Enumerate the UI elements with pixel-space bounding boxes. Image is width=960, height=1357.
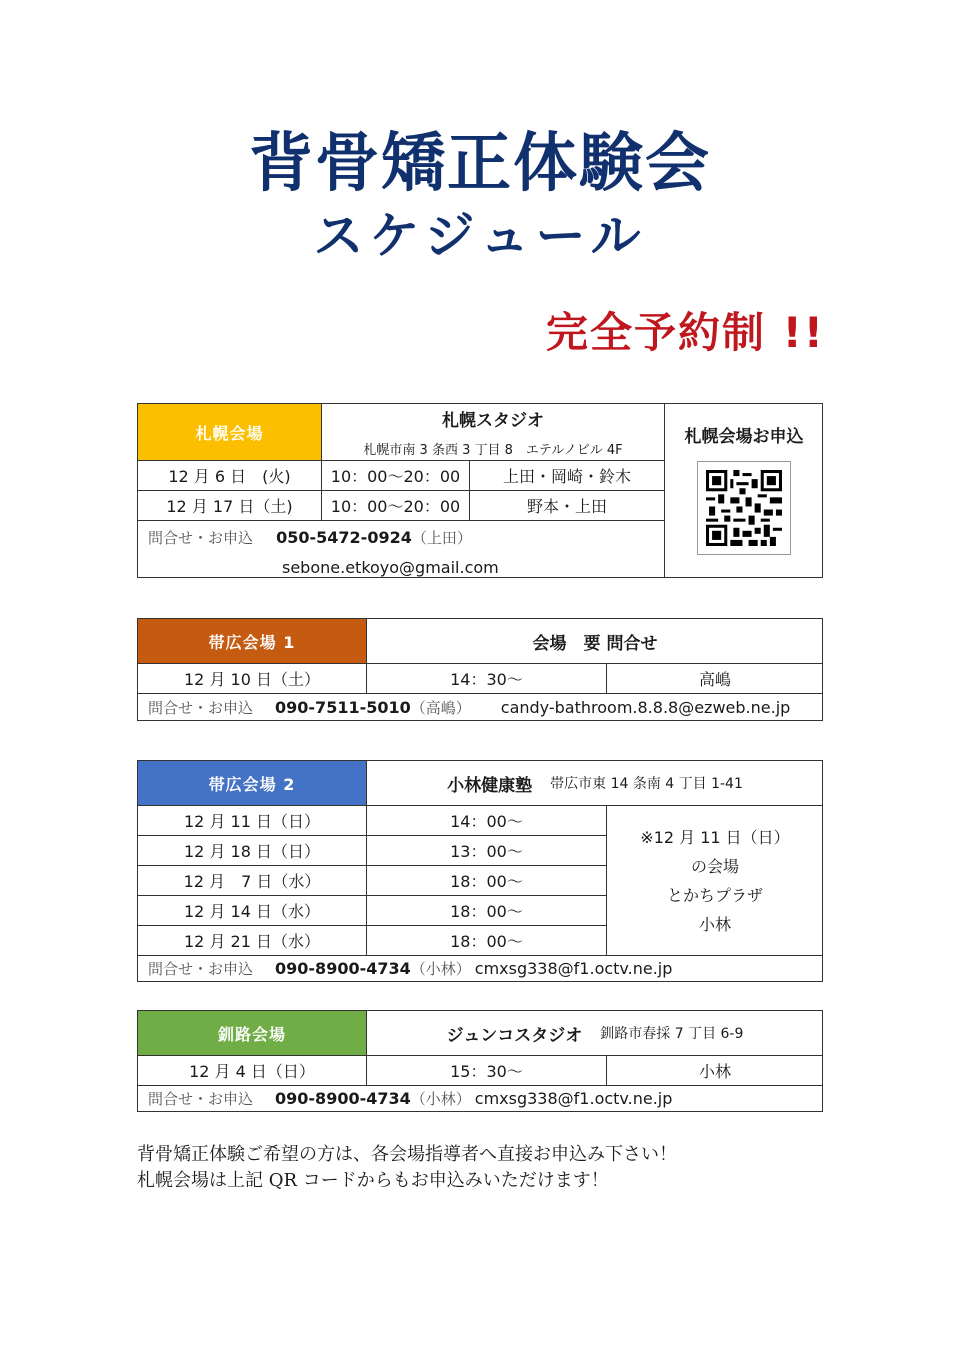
contact-phone[interactable]: 050-5472-0924	[276, 528, 412, 547]
venue-note	[606, 805, 823, 955]
contact-person: （高嶋）	[410, 698, 471, 717]
schedule-date: 12 月 21 日（水）	[138, 925, 366, 955]
place-address: 釧路市春採 7 丁目 6-9	[600, 1026, 744, 1042]
contact-row	[138, 955, 823, 981]
contact-phone[interactable]: 090-8900-4734	[275, 1089, 411, 1108]
note-line: ※12 月 11 日（日）	[640, 827, 790, 847]
place-name: 札幌スタジオ	[442, 411, 544, 431]
page-title: 背骨矯正体験会	[249, 127, 711, 201]
page-subtitle: スケジュール	[313, 207, 647, 265]
venue-name: 帯広会場 2	[138, 761, 366, 805]
schedule-date: 12 月 14 日（水）	[138, 895, 366, 925]
contact-email[interactable]: cmxsg338@f1.octv.ne.jp	[474, 959, 673, 978]
schedule-time: 10：00〜20：00	[321, 490, 469, 520]
venue-name: 釧路会場	[138, 1011, 366, 1055]
venue-name: 札幌会場	[138, 404, 321, 460]
schedule-time: 14：30〜	[366, 663, 606, 693]
venue-place: 会場 要 問合せ	[366, 619, 823, 663]
place-name: ジュンコスタジオ	[446, 1025, 583, 1046]
reservation-notice: 完全予約制 !!	[546, 308, 825, 357]
contact-row	[138, 1085, 823, 1111]
contact-email[interactable]: cmxsg338@f1.octv.ne.jp	[474, 1089, 673, 1108]
contact-person: （小林）	[410, 1090, 471, 1108]
schedule-time: 14：00〜	[366, 805, 606, 835]
schedule-staff: 高嶋	[606, 663, 823, 693]
schedule-staff: 上田・岡崎・鈴木	[469, 460, 664, 490]
schedule-date: 12 月 11 日（日）	[138, 805, 366, 835]
qr-label: 札幌会場お申込	[684, 427, 804, 447]
place-name: 小林健康塾	[447, 775, 533, 796]
venue-name: 帯広会場 1	[138, 619, 366, 663]
contact-row	[138, 693, 823, 720]
contact-email[interactable]: candy-bathroom.8.8.8@ezweb.ne.jp	[500, 697, 791, 717]
schedule-time: 10：00〜20：00	[321, 460, 469, 490]
contact-label: 問合せ・お申込	[148, 698, 254, 717]
venue-obihiro-1	[137, 618, 823, 721]
contact-person: （小林）	[410, 960, 471, 978]
schedule-time: 18：00〜	[366, 895, 606, 925]
schedule-date: 12 月 10 日（土）	[138, 663, 366, 693]
contact-label: 問合せ・お申込	[148, 960, 254, 978]
schedule-date: 12 月 6 日 (火)	[138, 460, 321, 490]
place-address: 札幌市南 3 条西 3 丁目 8 エテルノビル 4F	[363, 443, 623, 458]
footer-line: 札幌会場は上記 QR コードからもお申込みいただけます！	[137, 1170, 609, 1191]
venue-place	[366, 761, 823, 805]
schedule-time: 18：00〜	[366, 925, 606, 955]
schedule-date: 12 月 4 日（日）	[138, 1055, 366, 1085]
venue-kushiro	[137, 1010, 823, 1112]
contact-person: （上田）	[411, 529, 472, 547]
contact-phone[interactable]: 090-8900-4734	[275, 959, 411, 978]
schedule-time: 18：00〜	[366, 865, 606, 895]
place-address: 帯広市東 14 条南 4 丁目 1-41	[550, 776, 743, 792]
schedule-staff: 小林	[606, 1055, 823, 1085]
schedule-date: 12 月 18 日（日）	[138, 835, 366, 865]
contact-phone[interactable]: 090-7511-5010	[275, 697, 411, 717]
venue-obihiro-2	[137, 760, 823, 982]
note-line: とかちプラザ	[666, 885, 763, 905]
qr-code-graphic	[706, 470, 782, 546]
qr-panel	[664, 404, 823, 577]
qr-code-icon[interactable]	[697, 461, 791, 555]
contact-label: 問合せ・お申込	[148, 529, 254, 547]
note-line: の会場	[690, 856, 739, 876]
footer-line: 背骨矯正体験ご希望の方は、各会場指導者へ直接お申込み下さい！	[137, 1144, 677, 1165]
contact-email[interactable]: sebone.etkoyo@gmail.com	[282, 558, 499, 577]
schedule-time: 15：30〜	[366, 1055, 606, 1085]
note-line: 小林	[698, 914, 731, 934]
venue-sapporo	[137, 403, 823, 578]
contact-label: 問合せ・お申込	[148, 1090, 254, 1108]
venue-place	[321, 404, 664, 460]
schedule-time: 13：00〜	[366, 835, 606, 865]
schedule-date: 12 月 7 日（水）	[138, 865, 366, 895]
footer-note	[137, 1142, 677, 1194]
schedule-date: 12 月 17 日（土)	[138, 490, 321, 520]
schedule-staff: 野本・上田	[469, 490, 664, 520]
venue-place	[366, 1011, 823, 1055]
contact-row	[138, 520, 664, 577]
